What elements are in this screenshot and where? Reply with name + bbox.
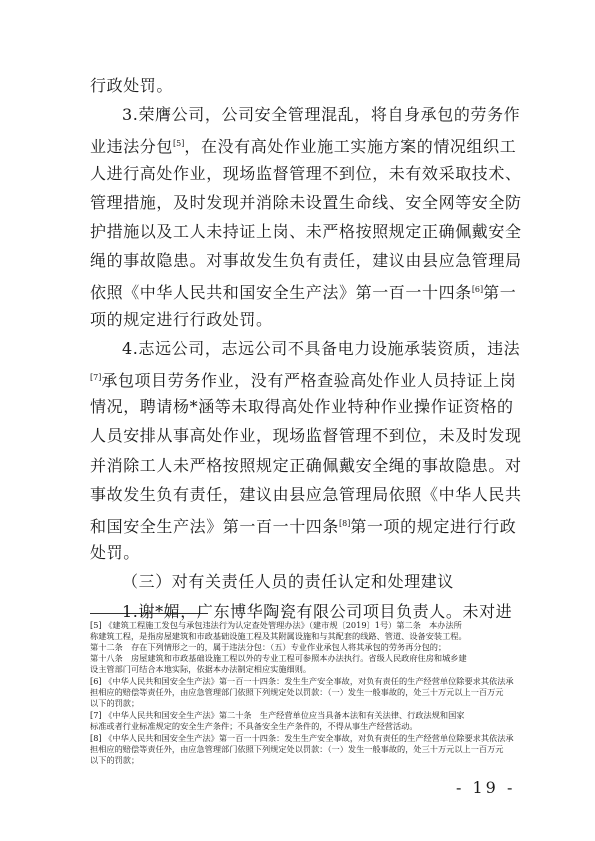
footnote-ref-6[interactable]: [6] [471,285,484,294]
footnote-line: 以下的罚款； [90,698,140,708]
footnote-ref-7[interactable]: [7] [90,373,102,382]
footnote-ref-5[interactable]: [5] [173,139,185,148]
footnote-line: [7] 《中华人民共和国安全生产法》第二十条 生产经营单位应当具备本法和有关法律、行政法规和国家 [90,710,465,720]
footnote-line: 担相应的赔偿等责任外，由应急管理部门依照下列规定处以罚款：（一）发生一般事故的，处三十万元以上一百万元 [90,687,504,697]
footnote-line: 称建筑工程，是指房屋建筑和市政基础设施工程及其附属设施和与其配套的线路、管道、设备安装工程。 [90,631,467,641]
body-line: 4.志远公司，志远公司不具备电力设施承装资质，违法 [122,339,521,358]
body-line: 管理措施，及时发现并消除未设置生命线、安全网等安全防 [90,193,522,212]
body-line: 并消除工人未严格按照规定正确佩戴安全绳的事故隐患。对 [90,456,522,475]
footnote-line: 以下的罚款； [90,755,140,765]
body-line: 处罚。 [90,543,140,562]
body-line: （三）对有关责任人员的责任认定和处理建议 [122,572,455,591]
body-line: 依照《中华人民共和国安全生产法》第一百一十四条[6]第一 [90,283,517,302]
body-line: 绳的事故隐患。对事故发生负有责任，建议由县应急管理局 [90,251,522,270]
body-line: 人员安排从事高处作业，现场监督管理不到位，未及时发现 [90,426,522,445]
footnote-line: 担相应的赔偿等责任外，由应急管理部门依照下列规定处以罚款：（一）发生一般事故的，处三十万元以上一百万元 [90,744,504,754]
body-line: 人进行高处作业，现场监督管理不到位，未有效采取技术、 [90,164,522,183]
body-line: 1.谢*媚，广东博华陶瓷有限公司项目负责人。未对进 [122,602,513,621]
body-line: 项的规定进行行政处罚。 [90,310,273,329]
footnote-line: 第十二条 存在下列情形之一的，属于违法分包：（五）专业作业承包人将其承包的劳务再分包的； [90,642,447,652]
body-line: 事故发生负有责任，建议由县应急管理局依照《中华人民共 [90,485,522,504]
footnote-line: 标准或者行业标准规定的安全生产条件；不具备安全生产条件的，不得从事生产经营活动。 [90,721,418,731]
footnote-line: [5] 《建筑工程施工发包与承包违法行为认定查处管理办法》（建市规〔2019〕1号）第二条 本办法所 [90,620,462,630]
body-line: 3.荣膺公司，公司安全管理混乱，将自身承包的劳务作 [122,105,521,124]
body-line: 行政处罚。 [90,76,174,95]
body-line: 情况，聘请杨*涵等未取得高处作业特种作业操作证资格的 [90,397,514,416]
body-line: 护措施以及工人未持证上岗、未严格按照规定正确佩戴安全 [90,222,522,241]
page-number: - 19 - [456,778,516,797]
footnote-line: 第十八条 房屋建筑和市政基础设施工程以外的专业工程可参照本办法执行。省级人民政府住房和城乡建 [90,653,467,663]
footnote-ref-8[interactable]: [8] [339,519,351,528]
body-line: [7]承包项目劳务作业，没有严格查验高处作业人员持证上岗 [90,371,517,390]
body-line: 业违法分包[5]，在没有高处作业施工实施方案的情况组织工 [90,137,517,156]
body-line: 和国安全生产法》第一百一十四条[8]第一项的规定进行行政 [90,517,517,536]
footnote-line: [6] 《中华人民共和国安全生产法》第一百一十四条：发生生产安全事故，对负有责任的生产经营单位除要求其依法承 [90,676,514,686]
footnote-line: 设主管部门可结合本地实际，依据本办法制定相应实施细则。 [90,664,312,674]
footnote-line: [8] 《中华人民共和国安全生产法》第一百一十四条：发生生产安全事故，对负有责任的生产经营单位除要求其依法承 [90,733,514,743]
